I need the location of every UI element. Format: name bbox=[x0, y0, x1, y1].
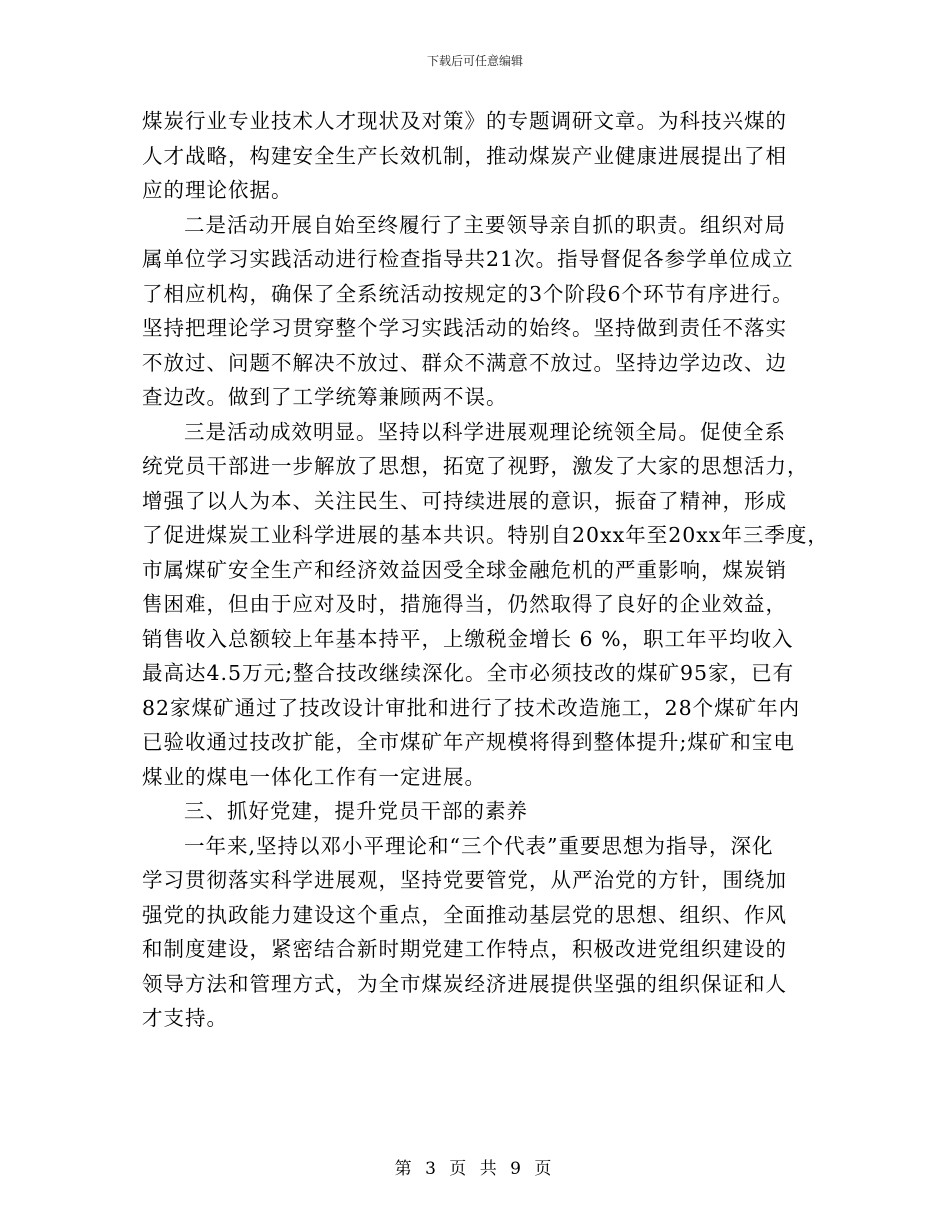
body-line: 82家煤矿通过了技改设计审批和进行了技术改造施工，28个煤矿年内 bbox=[142, 695, 801, 720]
body-line: 市属煤矿安全生产和经济效益因受全球金融危机的严重影响，煤炭销 bbox=[142, 557, 787, 582]
document-body bbox=[142, 104, 829, 1036]
body-line: 煤炭行业专业技术人才现状及对策》的专题调研文章。为科技兴煤的 bbox=[142, 109, 787, 133]
body-line: 坚持把理论学习贯穿整个学习实践活动的始终。坚持做到责任不落实 bbox=[142, 316, 787, 340]
section-heading: 三、抓好党建，提升党员干部的素养 bbox=[184, 799, 528, 823]
body-line: 强党的执政能力建设这个重点，全面推动基层党的思想、组织、作风 bbox=[142, 902, 787, 927]
body-line: 人才战略，构建安全生产长效机制，推动煤炭产业健康进展提出了相 bbox=[142, 143, 787, 168]
body-line: 了促进煤炭工业科学进展的基本共识。特别自20xx年至20xx年三季度， bbox=[142, 523, 829, 547]
body-line: 应的理论依据。 bbox=[142, 178, 293, 202]
body-line: 了相应机构，确保了全系统活动按规定的3个阶段6个环节有序进行。 bbox=[142, 281, 794, 306]
body-line: 才支持。 bbox=[142, 1006, 228, 1030]
body-line: 查边改。做到了工学统筹兼顾两不误。 bbox=[142, 385, 508, 409]
body-line: 售困难，但由于应对及时，措施得当，仍然取得了良好的企业效益， bbox=[142, 592, 787, 616]
paragraph-start-line: 二是活动开展自始至终履行了主要领导亲自抓的职责。组织对局 bbox=[184, 212, 786, 237]
page-footer: 第 3 页 共 9 页 bbox=[394, 1159, 556, 1179]
body-line: 煤业的煤电一体化工作有一定进展。 bbox=[142, 764, 486, 789]
body-line: 和制度建设，紧密结合新时期党建工作特点，积极改进党组织建设的 bbox=[142, 937, 787, 961]
body-line: 已验收通过技改扩能，全市煤矿年产规模将得到整体提升;煤矿和宝电 bbox=[142, 730, 795, 754]
body-line: 统党员干部进一步解放了思想，拓宽了视野，激发了大家的思想活力， bbox=[142, 454, 809, 478]
paragraph-start-line: 三是活动成效明显。坚持以科学进展观理论统领全局。促使全系 bbox=[184, 419, 786, 444]
body-line: 增强了以人为本、关注民生、可持续进展的意识，振奋了精神，形成 bbox=[142, 488, 787, 513]
body-line: 不放过、问题不解决不放过、群众不满意不放过。坚持边学边改、边 bbox=[142, 350, 787, 375]
body-line: 销售收入总额较上年基本持平，上缴税金增长 6 %，职工年平均收入 bbox=[142, 626, 794, 651]
body-line: 最高达4.5万元;整合技改继续深化。全市必须技改的煤矿95家，已有 bbox=[142, 661, 795, 685]
body-line: 领导方法和管理方式，为全市煤炭经济进展提供坚强的组织保证和人 bbox=[142, 971, 787, 996]
page-header: 下载后可任意编辑 bbox=[426, 54, 523, 68]
body-line: 属单位学习实践活动进行检查指导共21次。指导督促各参学单位成立 bbox=[142, 247, 794, 271]
body-line: 学习贯彻落实科学进展观，坚持党要管党，从严治党的方针，围绕加 bbox=[142, 868, 787, 892]
paragraph-start-line: 一年来,坚持以邓小平理论和“三个代表”重要思想为指导，深化 bbox=[184, 833, 774, 858]
